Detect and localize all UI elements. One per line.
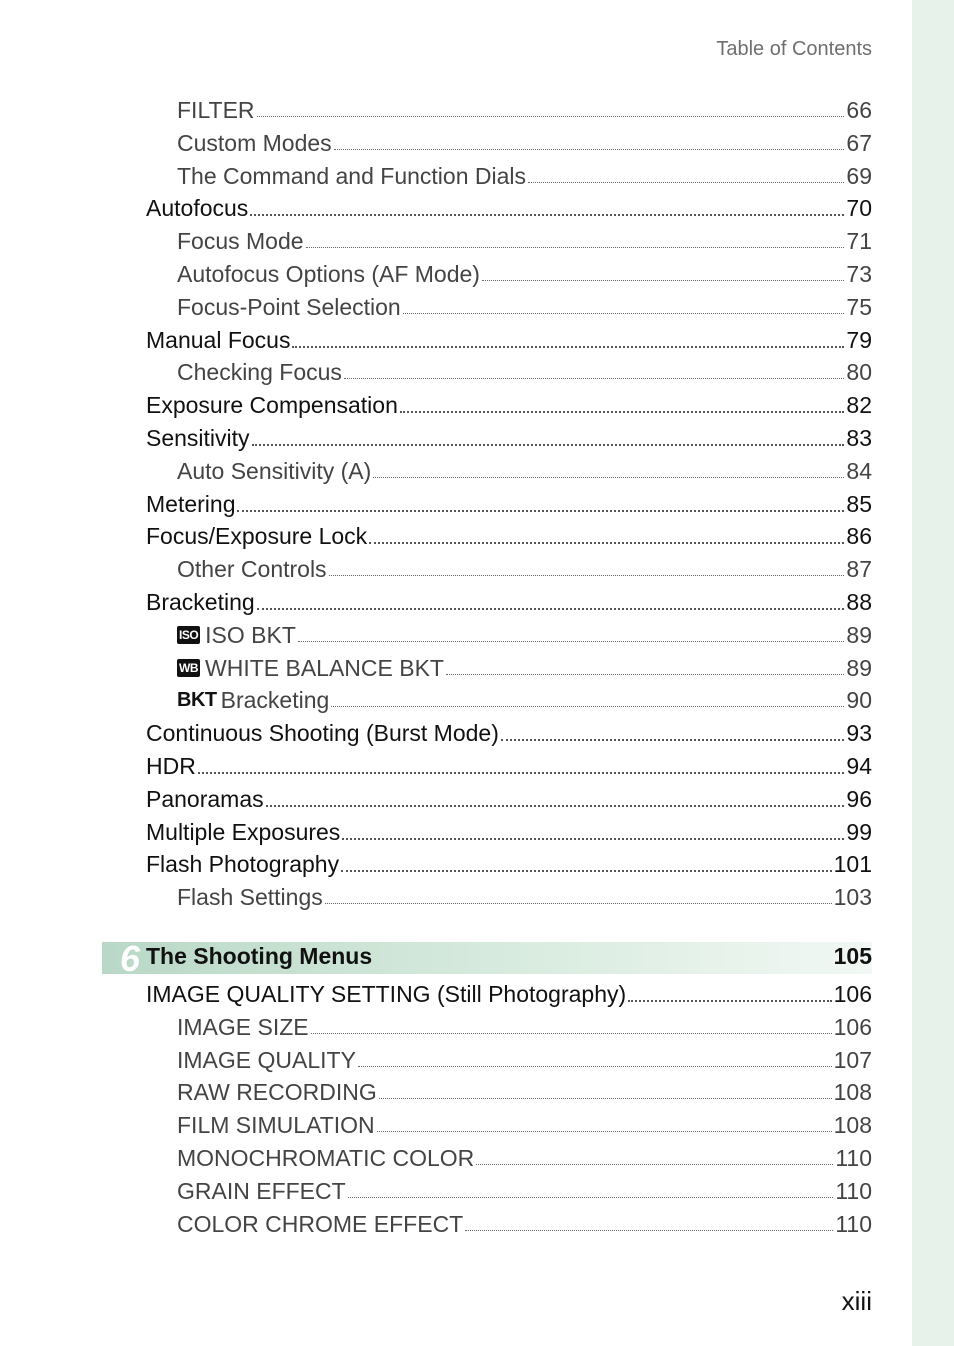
toc-entry-label bbox=[146, 817, 340, 847]
toc-entry-text: Focus Mode bbox=[177, 228, 304, 255]
toc-entry-label bbox=[177, 685, 329, 715]
toc-entry-page: 89 bbox=[846, 621, 872, 648]
toc-entry-page: 106 bbox=[833, 981, 872, 1007]
toc-entry-label bbox=[146, 423, 250, 453]
toc-entry-page: 94 bbox=[846, 753, 872, 779]
toc-entry[interactable] bbox=[146, 751, 872, 781]
toc-entry-text: WHITE BALANCE BKT bbox=[205, 654, 444, 681]
toc-entry[interactable] bbox=[177, 292, 872, 322]
dot-leader bbox=[476, 1164, 833, 1165]
toc-entry-text: Auto Sensitivity (A) bbox=[177, 457, 372, 484]
toc-entry-page: 93 bbox=[846, 720, 872, 747]
toc-entry-label bbox=[177, 653, 444, 683]
toc-entry-text: Autofocus bbox=[146, 195, 249, 222]
dot-leader bbox=[266, 805, 845, 807]
toc-entry[interactable] bbox=[177, 357, 872, 387]
toc-entry-text: IMAGE QUALITY bbox=[177, 1046, 356, 1073]
toc-entry-page: 99 bbox=[846, 818, 872, 845]
toc-entry[interactable] bbox=[177, 226, 872, 256]
toc-entry-text: Exposure Compensation bbox=[146, 392, 398, 419]
toc-entry-page: 79 bbox=[846, 326, 872, 353]
toc-entry-label bbox=[146, 489, 235, 519]
toc-entry[interactable] bbox=[146, 587, 872, 617]
dot-leader bbox=[334, 149, 845, 150]
toc-entry[interactable] bbox=[177, 882, 872, 912]
toc-entry-label bbox=[146, 849, 339, 879]
toc-entry-page: 90 bbox=[846, 687, 872, 714]
toc-entry-text: Bracketing bbox=[146, 589, 255, 615]
dot-leader bbox=[344, 378, 844, 379]
toc-entry[interactable] bbox=[146, 849, 872, 879]
toc-entry-label bbox=[177, 259, 480, 289]
toc-entry-text: FILM SIMULATION bbox=[177, 1112, 375, 1139]
toc-entry-page: 67 bbox=[846, 129, 872, 156]
bkt-icon: BKT bbox=[177, 689, 217, 712]
toc-entry-label bbox=[177, 226, 304, 256]
toc-entry-text: IMAGE SIZE bbox=[177, 1013, 309, 1040]
dot-leader bbox=[482, 280, 844, 281]
dot-leader bbox=[329, 575, 845, 576]
chapter-page: 105 bbox=[833, 943, 872, 969]
toc-entry-page: 110 bbox=[835, 1145, 872, 1171]
toc-entry-text: Autofocus Options (AF Mode) bbox=[177, 261, 480, 287]
toc-entry-label bbox=[177, 1143, 474, 1173]
toc-entry-page: 73 bbox=[846, 261, 872, 287]
toc-entry-text: HDR bbox=[146, 753, 196, 779]
dot-leader bbox=[400, 411, 845, 413]
toc-entry-label bbox=[177, 1012, 309, 1042]
toc-entry-text: Checking Focus bbox=[177, 359, 342, 386]
dot-leader bbox=[403, 313, 845, 314]
toc-entry[interactable] bbox=[177, 128, 872, 158]
toc-entry-page: 103 bbox=[833, 884, 872, 911]
dot-leader bbox=[341, 870, 832, 872]
toc-entry-label bbox=[177, 554, 327, 584]
toc-entry-page: 86 bbox=[846, 523, 872, 550]
toc-entry[interactable] bbox=[146, 784, 872, 814]
toc-entry-label bbox=[177, 1209, 463, 1239]
toc-entry[interactable] bbox=[177, 1143, 872, 1173]
dot-leader bbox=[298, 641, 844, 642]
toc-entry[interactable] bbox=[177, 554, 872, 584]
toc-entry-text: Metering bbox=[146, 490, 236, 517]
toc-entry-text: Bracketing bbox=[220, 687, 330, 714]
toc-entry[interactable] bbox=[177, 259, 872, 289]
toc-entry-text: MONOCHROMATIC COLOR bbox=[177, 1145, 475, 1171]
dot-leader bbox=[331, 706, 844, 707]
toc-entry-label bbox=[146, 325, 290, 355]
toc-entry[interactable] bbox=[146, 193, 872, 223]
toc-entry[interactable] bbox=[177, 685, 872, 715]
dot-leader bbox=[501, 739, 845, 741]
toc-entry-page: 108 bbox=[833, 1079, 872, 1106]
toc-entry-text: COLOR CHROME EFFECT bbox=[177, 1210, 464, 1237]
toc-entry-text: Continuous Shooting (Burst Mode) bbox=[146, 720, 499, 747]
toc-entry-label bbox=[177, 357, 342, 387]
toc-entry[interactable] bbox=[177, 95, 872, 125]
toc-entry-page: 70 bbox=[846, 195, 872, 222]
toc-entry-text: Sensitivity bbox=[146, 425, 250, 451]
running-header: Table of Contents bbox=[716, 38, 872, 60]
dot-leader bbox=[257, 608, 845, 610]
toc-entry-label bbox=[177, 1077, 377, 1107]
toc-entry[interactable] bbox=[177, 653, 872, 683]
toc-entry-label bbox=[146, 587, 255, 617]
toc-entry-page: 75 bbox=[846, 293, 872, 320]
toc-entry-page: 84 bbox=[846, 457, 872, 484]
toc-entry-text: FILTER bbox=[177, 97, 255, 123]
toc-entry[interactable] bbox=[177, 620, 872, 650]
toc-entry-text: The Command and Function Dials bbox=[177, 162, 526, 189]
toc-entry-label bbox=[177, 128, 332, 158]
toc-entry-page: 107 bbox=[833, 1046, 872, 1073]
toc-entry-label bbox=[177, 95, 255, 125]
dot-leader bbox=[325, 903, 832, 904]
toc-entry-text: Panoramas bbox=[146, 785, 264, 812]
dot-leader bbox=[342, 838, 844, 840]
toc-entry-text: IMAGE QUALITY SETTING (Still Photography) bbox=[146, 981, 627, 1007]
dot-leader bbox=[358, 1066, 832, 1067]
toc-entry-page: 106 bbox=[833, 1013, 872, 1040]
toc-entry-label bbox=[146, 751, 196, 781]
toc-entry-page: 101 bbox=[833, 851, 872, 878]
toc-entry-label bbox=[177, 1045, 356, 1075]
dot-leader bbox=[446, 674, 844, 675]
toc-entry-page: 66 bbox=[846, 97, 872, 123]
toc-entry[interactable] bbox=[146, 718, 872, 748]
toc-entry[interactable] bbox=[177, 1209, 872, 1239]
wb-icon: WB bbox=[179, 660, 198, 675]
dot-leader bbox=[465, 1230, 833, 1231]
toc-entry-label bbox=[177, 1176, 346, 1206]
toc-entry[interactable] bbox=[177, 456, 872, 486]
chapter-number: 6 bbox=[120, 938, 141, 979]
toc-entry[interactable] bbox=[146, 423, 872, 453]
toc-entry-text: GRAIN EFFECT bbox=[177, 1177, 346, 1204]
toc-entry-page: 87 bbox=[846, 556, 872, 583]
toc-entry-page: 82 bbox=[846, 392, 872, 419]
toc-entry-label bbox=[177, 1110, 375, 1140]
dot-leader bbox=[292, 346, 844, 348]
toc-entry-label bbox=[146, 784, 264, 814]
dot-leader bbox=[198, 772, 845, 774]
toc-entry[interactable] bbox=[177, 1110, 872, 1140]
dot-leader bbox=[237, 510, 844, 512]
dot-leader bbox=[379, 1098, 832, 1099]
toc-entry[interactable] bbox=[177, 1045, 872, 1075]
toc-entry-label bbox=[177, 161, 526, 191]
toc-entry-label bbox=[177, 882, 323, 912]
side-strip bbox=[912, 0, 954, 1346]
dot-leader bbox=[252, 444, 845, 446]
toc-entry[interactable] bbox=[177, 1077, 872, 1107]
toc-entry-page: 108 bbox=[833, 1112, 872, 1139]
toc-entry-page: 85 bbox=[846, 490, 872, 517]
dot-leader bbox=[348, 1197, 834, 1198]
toc-entry-label bbox=[177, 292, 401, 322]
toc-entry-text: Flash Settings bbox=[177, 884, 323, 911]
toc-entry-page: 71 bbox=[846, 228, 872, 255]
toc-entry-text: Custom Modes bbox=[177, 129, 332, 156]
toc-entry-text: RAW RECORDING bbox=[177, 1079, 377, 1106]
dot-leader bbox=[628, 1000, 831, 1002]
toc-entry-label bbox=[177, 456, 371, 486]
toc-entry[interactable] bbox=[177, 1012, 872, 1042]
toc-entry-text: Flash Photography bbox=[146, 851, 340, 878]
toc-entry-label bbox=[146, 979, 626, 1009]
chapter-title: The Shooting Menus bbox=[146, 943, 373, 969]
dot-leader bbox=[311, 1033, 832, 1034]
toc-entry-label bbox=[146, 193, 248, 223]
toc-entry-text: Focus-Point Selection bbox=[177, 293, 401, 320]
dot-leader bbox=[250, 214, 844, 216]
toc-entry-label bbox=[146, 521, 367, 551]
toc-entry-label bbox=[146, 718, 499, 748]
dot-leader bbox=[377, 1131, 832, 1132]
page-number: xiii bbox=[841, 1286, 872, 1316]
toc-entry-label bbox=[177, 620, 296, 650]
toc-entry[interactable] bbox=[177, 161, 872, 191]
dot-leader bbox=[528, 182, 844, 183]
chapter-heading[interactable] bbox=[102, 938, 872, 979]
toc-entry-page: 110 bbox=[835, 1177, 872, 1204]
toc-entry[interactable] bbox=[146, 979, 872, 1009]
toc-entry-text: ISO BKT bbox=[205, 621, 296, 648]
dot-leader bbox=[306, 247, 845, 248]
toc-entry-page: 83 bbox=[846, 425, 872, 451]
toc-entry[interactable] bbox=[146, 390, 872, 420]
dot-leader bbox=[257, 116, 845, 117]
toc-entry[interactable] bbox=[146, 489, 872, 519]
toc-entry-page: 69 bbox=[846, 162, 872, 189]
toc-entry-page: 80 bbox=[846, 359, 872, 386]
toc-entry[interactable] bbox=[146, 817, 872, 847]
dot-leader bbox=[369, 542, 844, 544]
toc-entry-page: 96 bbox=[846, 785, 872, 812]
iso-icon: ISO bbox=[179, 627, 199, 642]
dot-leader bbox=[373, 477, 844, 478]
toc-entry-text: Multiple Exposures bbox=[146, 818, 341, 845]
toc-entry-page: 89 bbox=[846, 654, 872, 681]
toc-entry-label bbox=[146, 390, 398, 420]
toc-entry-text: Focus/Exposure Lock bbox=[146, 523, 368, 550]
toc-entry[interactable] bbox=[146, 325, 872, 355]
toc-entry-text: Other Controls bbox=[177, 556, 327, 583]
toc-entry-page: 110 bbox=[835, 1210, 872, 1237]
toc-entry[interactable] bbox=[177, 1176, 872, 1206]
toc-entry[interactable] bbox=[146, 521, 872, 551]
toc-entry-text: Manual Focus bbox=[146, 326, 291, 353]
toc-entry-page: 88 bbox=[846, 589, 872, 615]
